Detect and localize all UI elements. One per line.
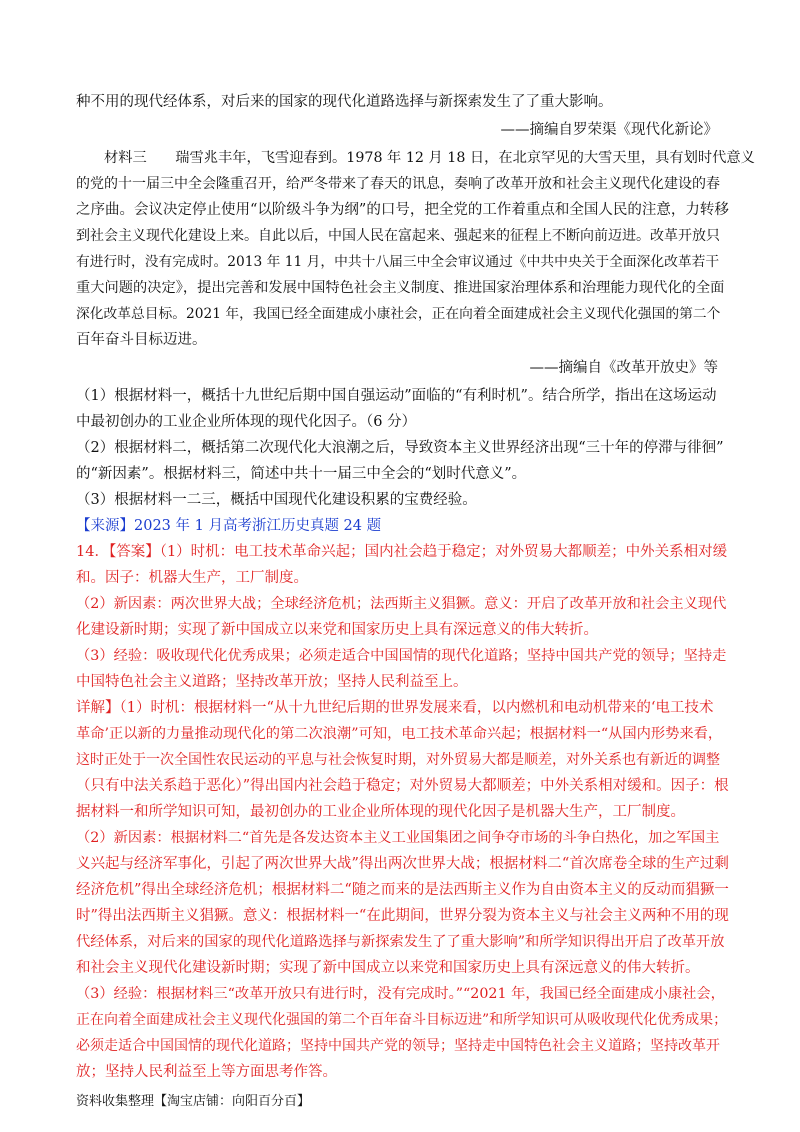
explanation-line: 经济危机”得出全球经济危机；根据材料二“随之而来的是法西斯主义作为自由资本主义的反动而猖獗一 [76,882,729,898]
explanation-line: 和社会主义现代化建设新时期；实现了新中国成立以来党和国家历史上具有深远意义的伟大转折。 [76,960,700,976]
explanation-line: 必须走适合中国国情的现代化道路；坚持中国共产党的领导；坚持走中国特色社会主义道路；坚持改革开 [76,1038,720,1054]
explanation-line: 义兴起与经济军事化，引起了两次世界大战”得出两次世界大战；根据材料二“首次席卷全球的生产过剩 [76,856,729,872]
question-line: （2）根据材料二，概括第二次现代化大浪潮之后，导致资本主义世界经济出现“三十年的停滞与徘徊” [76,440,724,456]
explanation-line: 正在向着全面建成社会主义现代化强国的第二个百年奋斗目标迈进”和所学知识可从吸收现代化优秀成果； [76,1012,728,1028]
explanation-line: （只有中法关系趋于恶化）”得出国内社会趋于稳定；对外贸易大都顺差；中外关系相对缓和。因子：根 [76,778,729,794]
question-line: 的“新因素”。根据材料三，简述中共十一届三中全会的“划时代意义”。 [76,466,527,482]
material2-tail-line: 种不用的现代经体系，对后来的国家的现代化道路选择与新探索发生了了重大影响。 [76,94,613,110]
explanation-line: 革命’正以新的力量推动现代化的第二次浪潮”可知，电工技术革命兴起；根据材料一“从国内形势来看， [76,726,723,742]
material2-source: ——摘编自罗荣渠《现代化新论》 [500,122,718,138]
explanation-line: 时”得出法西斯主义猖獗。意义：根据材料一“在此期间，世界分裂为资本主义与社会主义两种不用的现 [76,908,729,924]
explanation-line: 详解】（1）时机：根据材料一“从十九世纪后期的世界发展来看，以内燃机和电动机带来的‘电工技术 [76,700,714,716]
answer-line: 和。因子：机器大生产，工厂制度。 [76,570,308,586]
material3-line: 的党的十一届三中全会隆重召开，给严冬带来了春天的讯息，奏响了改革开放和社会主义现代化建设的春 [76,176,720,192]
answer-line: （3）经验：吸收现代化优秀成果；必须走适合中国国情的现代化道路；坚持中国共产党的领导；坚持走 [76,648,727,664]
source-tag: 【来源】2023 年 1 月高考浙江历史真题 24 题 [76,518,382,534]
material3-line: 到社会主义现代化建设上来。自此以后，中国人民在富起来、强起来的征程上不断向前迈进。改革开放只 [76,228,720,244]
explanation-line: 代经体系，对后来的国家的现代化道路选择与新探索发生了了重大影响”和所学知识得出开启了改革开放 [76,934,725,950]
answer-line: （2）新因素：两次世界大战；全球经济危机；法西斯主义猖獗。意义：开启了改革开放和社会主义现代 [76,596,727,612]
material3-line: 有进行时，没有完成时。2013 年 11 月，中共十八届三中全会审议通过《中共中央关于全面深化改革若干 [76,254,720,270]
explanation-line: （3）经验：根据材料三“改革开放只有进行时，没有完成时。”“2021 年，我国已经全面建成小康社会， [76,986,725,1002]
material3-line: 材料三 瑞雪兆丰年，飞雪迎春到。1978 年 12 月 18 日，在北京罕见的大雪天里，具有划时代意义 [104,150,755,166]
answer-line: 中国特色社会主义道路；坚持改革开放；坚持人民利益至上。 [76,674,468,690]
explanation-line: 放；坚持人民利益至上等方面思考作答。 [76,1064,337,1080]
explanation-line: 据材料一和所学知识可知，最初创办的工业企业所体现的现代化因子是机器大生产，工厂制度。 [76,804,685,820]
page-footer: 资料收集整理【淘宝店铺：向阳百分百】 [76,1094,311,1109]
material3-line: 深化改革总目标。2021 年，我国已经全面建成小康社会，正在向着全面建成社会主义现代化强国的第二个 [76,306,721,322]
material3-source: ——摘编自《改革开放史》等 [529,360,718,376]
answer-line: 化建设新时期；实现了新中国成立以来党和国家历史上具有深远意义的伟大转折。 [76,622,598,638]
material3-line: 之序曲。会议决定停止使用“以阶级斗争为纲”的口号，把全党的工作着重点和全国人民的注意，力转移 [76,202,729,218]
question-line: 中最初创办的工业企业所体现的现代化因子。（6 分） [76,414,417,430]
explanation-line: 这时正处于一次全国性农民运动的平息与社会恢复时期，对外贸易大都是顺差，对外关系也有新近的调整 [76,752,720,768]
question-line: （1）根据材料一，概括十九世纪后期中国自强运动”面临的“有利时机”。结合所学，指出在这场运动 [76,388,717,404]
question-line: （3）根据材料一二三，概括中国现代化建设积累的宝费经验。 [76,492,477,508]
material3-line: 百年奋斗目标迈进。 [76,332,207,348]
answer-line: 14．【答案】（1）时机：电工技术革命兴起；国内社会趋于稳定；对外贸易大都顺差；中外关系相对缓 [76,544,728,560]
explanation-line: （2）新因素：根据材料二“首先是各发达资本主义工业国集团之间争夺市场的斗争白热化，加之军国主 [76,830,720,846]
material3-line: 重大问题的决定》，提出完善和发展中国特色社会主义制度、推进国家治理体系和治理能力现代化的全面 [76,280,725,296]
